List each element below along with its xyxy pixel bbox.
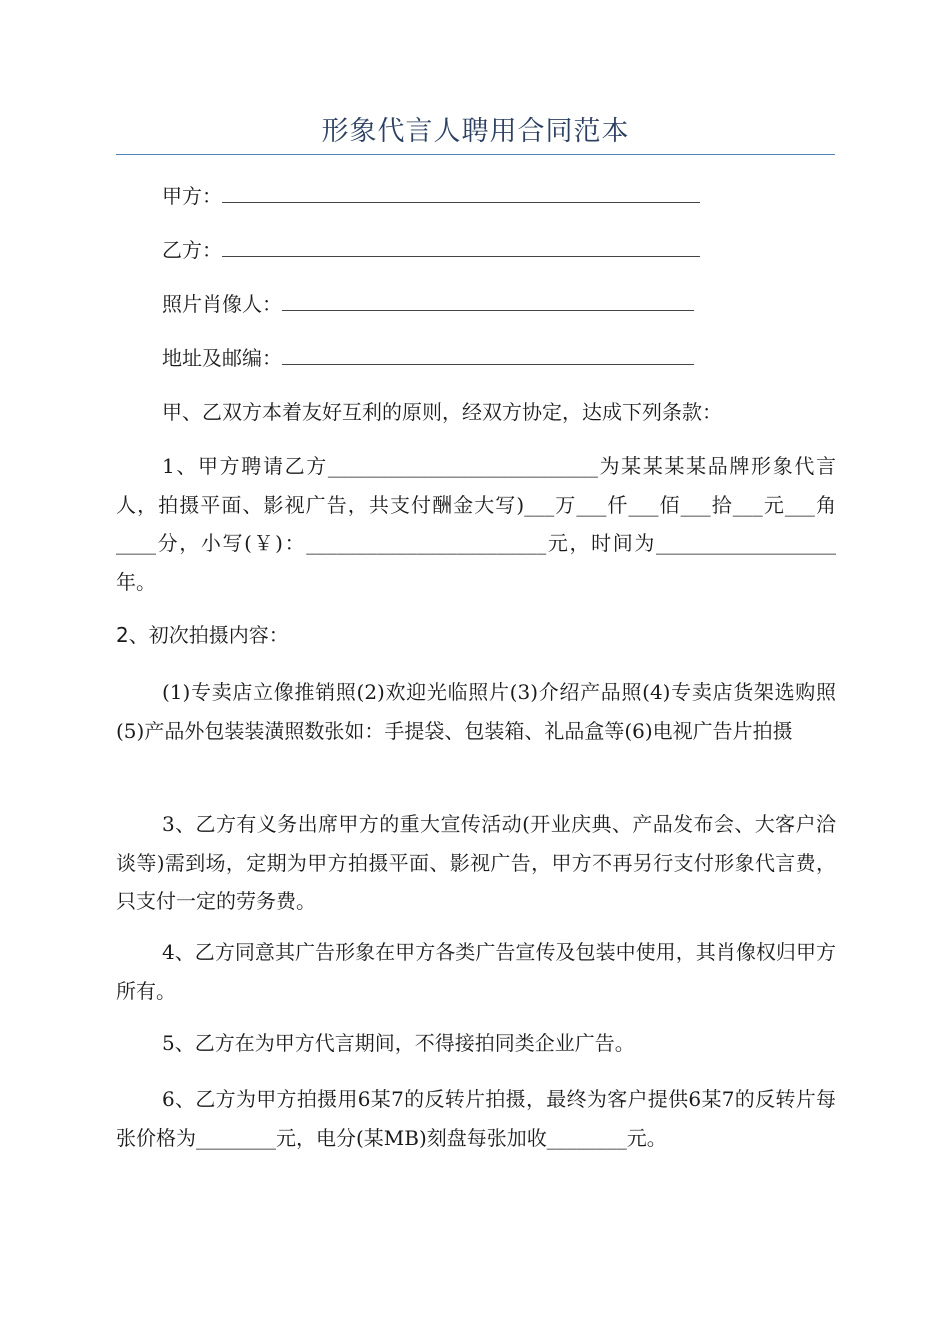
field-party-a [162, 180, 700, 211]
field-label: 乙方： [162, 238, 222, 262]
field-label: 地址及邮编： [162, 346, 282, 370]
clause-3: 3、乙方有义务出席甲方的重大宣传活动(开业庆典、产品发布会、大客户洽谈等)需到场，定期为甲方拍摄平面、影视广告，甲方不再另行支付形象代言费，只支付一定的劳务费。 [116, 812, 836, 913]
field-label: 照片肖像人： [162, 292, 282, 316]
clause-4: 4、乙方同意其广告形象在甲方各类广告宣传及包装中使用，其肖像权归甲方所有。 [116, 940, 836, 1003]
intro-paragraph: 甲、乙双方本着友好互利的原则，经双方协定，达成下列条款： [162, 400, 722, 424]
field-blank [282, 342, 694, 365]
clause-2-heading: 2、初次拍摄内容： [116, 623, 289, 647]
field-party-b [162, 234, 700, 265]
clause-5: 5、乙方在为甲方代言期间，不得接拍同类企业广告。 [162, 1031, 635, 1055]
clause-1: 1、甲方聘请乙方___________________________为某某某某品牌形象代言人，拍摄平面、影视广告，共支付酬金大写)___万___仟___佰___拾___元___角____分，小写(￥)：________________________元，时间为__________________年。 [116, 454, 836, 594]
field-portrait-person [162, 288, 694, 319]
field-blank [222, 234, 700, 257]
field-blank [222, 180, 700, 203]
clause-6: 6、乙方为甲方拍摄用6某7的反转片拍摄，最终为客户提供6某7的反转片每张价格为________元，电分(某MB)刻盘每张加收________元。 [116, 1087, 836, 1150]
field-blank [282, 288, 694, 311]
field-label: 甲方： [162, 184, 222, 208]
clause-2-body: (1)专卖店立像推销照(2)欢迎光临照片(3)介绍产品照(4)专卖店货架选购照(5)产品外包装装潢照数张如：手提袋、包装箱、礼品盒等(6)电视广告片拍摄 [116, 680, 836, 743]
field-address-postcode [162, 342, 694, 373]
page-title: 形象代言人聘用合同范本 [321, 116, 630, 147]
title-rule [116, 154, 835, 155]
